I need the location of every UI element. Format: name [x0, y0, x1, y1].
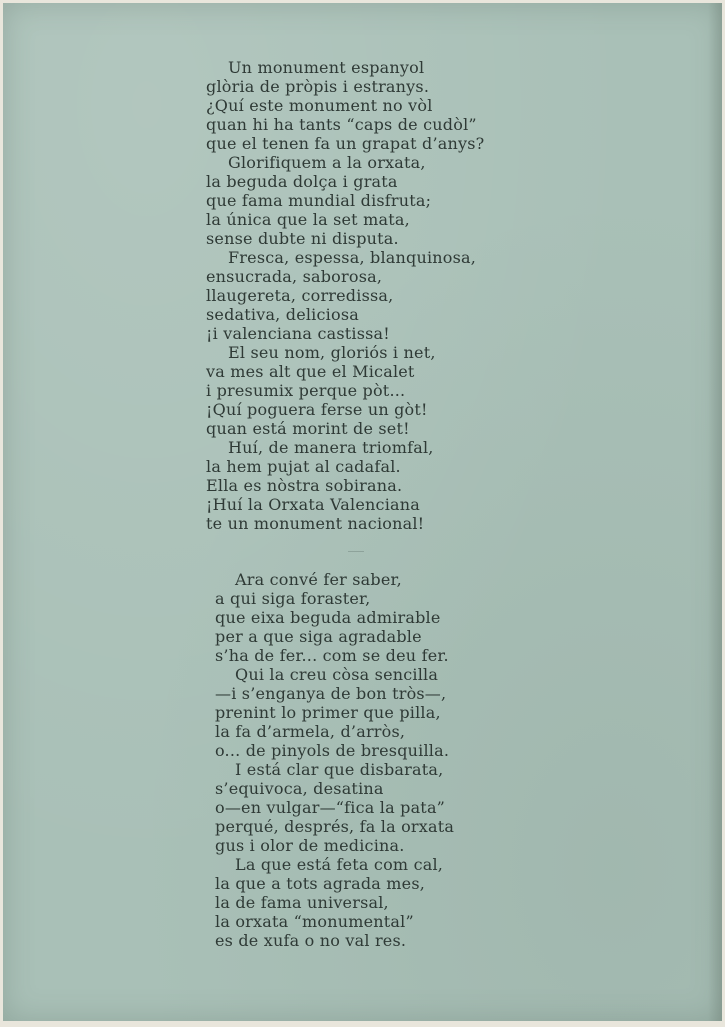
stanza-divider: [348, 551, 364, 552]
poem-line: sense dubte ni disputa.: [206, 229, 399, 248]
poem-line: te un monument nacional!: [206, 514, 425, 533]
poem-line: la que a tots agrada mes,: [215, 874, 426, 893]
poem-line: Fresca, espessa, blanquinosa,: [228, 248, 477, 267]
poem-line: o... de pinyols de bresquilla.: [215, 741, 450, 760]
poem-line: perqué, després, fa la orxata: [215, 817, 455, 836]
poem-line: ¡Quí poguera ferse un gòt!: [206, 400, 428, 419]
poem-stanza-2: [3, 570, 722, 950]
poem-line: —i s’enganya de bon tròs—,: [215, 684, 447, 703]
poem-line: Glorifiquem a la orxata,: [228, 153, 426, 172]
poem-line: Huí, de manera triomfal,: [228, 438, 434, 457]
poem-line: Ella es nòstra sobirana.: [206, 476, 403, 495]
poem-line: es de xufa o no val res.: [215, 931, 407, 950]
poem-line: que el tenen fa un grapat d’anys?: [206, 134, 485, 153]
poem-line: Qui la creu còsa sencilla: [235, 665, 439, 684]
poem-line: sedativa, deliciosa: [206, 305, 359, 324]
poem-line: La que está feta com cal,: [235, 855, 444, 874]
poem-line: que fama mundial disfruta;: [206, 191, 432, 210]
poem-line: s’ha de fer... com se deu fer.: [215, 646, 449, 665]
poem-line: ¿Quí este monument no vòl: [206, 96, 433, 115]
poem-line: ensucrada, saborosa,: [206, 267, 383, 286]
poem-line: a qui siga foraster,: [215, 589, 371, 608]
poem-line: I está clar que disbarata,: [235, 760, 444, 779]
book-page: [3, 3, 722, 1021]
poem-line: la fa d’armela, d’arròs,: [215, 722, 406, 741]
poem-line: va mes alt que el Micalet: [206, 362, 415, 381]
poem-line: la orxata “monumental”: [215, 912, 414, 931]
poem-line: la de fama universal,: [215, 893, 389, 912]
poem-line: ¡i valenciana castissa!: [206, 324, 390, 343]
poem-line: s’equivoca, desatina: [215, 779, 384, 798]
poem-line: que eixa beguda admirable: [215, 608, 441, 627]
poem-line: o—en vulgar—“fica la pata”: [215, 798, 446, 817]
poem-line: la hem pujat al cadafal.: [206, 457, 401, 476]
poem-line: prenint lo primer que pilla,: [215, 703, 441, 722]
poem-line: gus i olor de medicina.: [215, 836, 405, 855]
poem-line: la única que la set mata,: [206, 210, 410, 229]
poem-line: la beguda dolça i grata: [206, 172, 398, 191]
poem-line: llaugereta, corredissa,: [206, 286, 394, 305]
poem-line: quan está morint de set!: [206, 419, 410, 438]
poem-line: Un monument espanyol: [228, 58, 425, 77]
poem-line: i presumix perque pòt...: [206, 381, 406, 400]
poem-stanza-1: [3, 58, 722, 533]
poem-line: El seu nom, gloriós i net,: [228, 343, 436, 362]
poem-line: ¡Huí la Orxata Valenciana: [206, 495, 420, 514]
poem-line: glòria de pròpis i estranys.: [206, 77, 430, 96]
poem-line: quan hi ha tants “caps de cudòl”: [206, 115, 477, 134]
poem-line: Ara convé fer saber,: [235, 570, 402, 589]
poem-line: per a que siga agradable: [215, 627, 422, 646]
